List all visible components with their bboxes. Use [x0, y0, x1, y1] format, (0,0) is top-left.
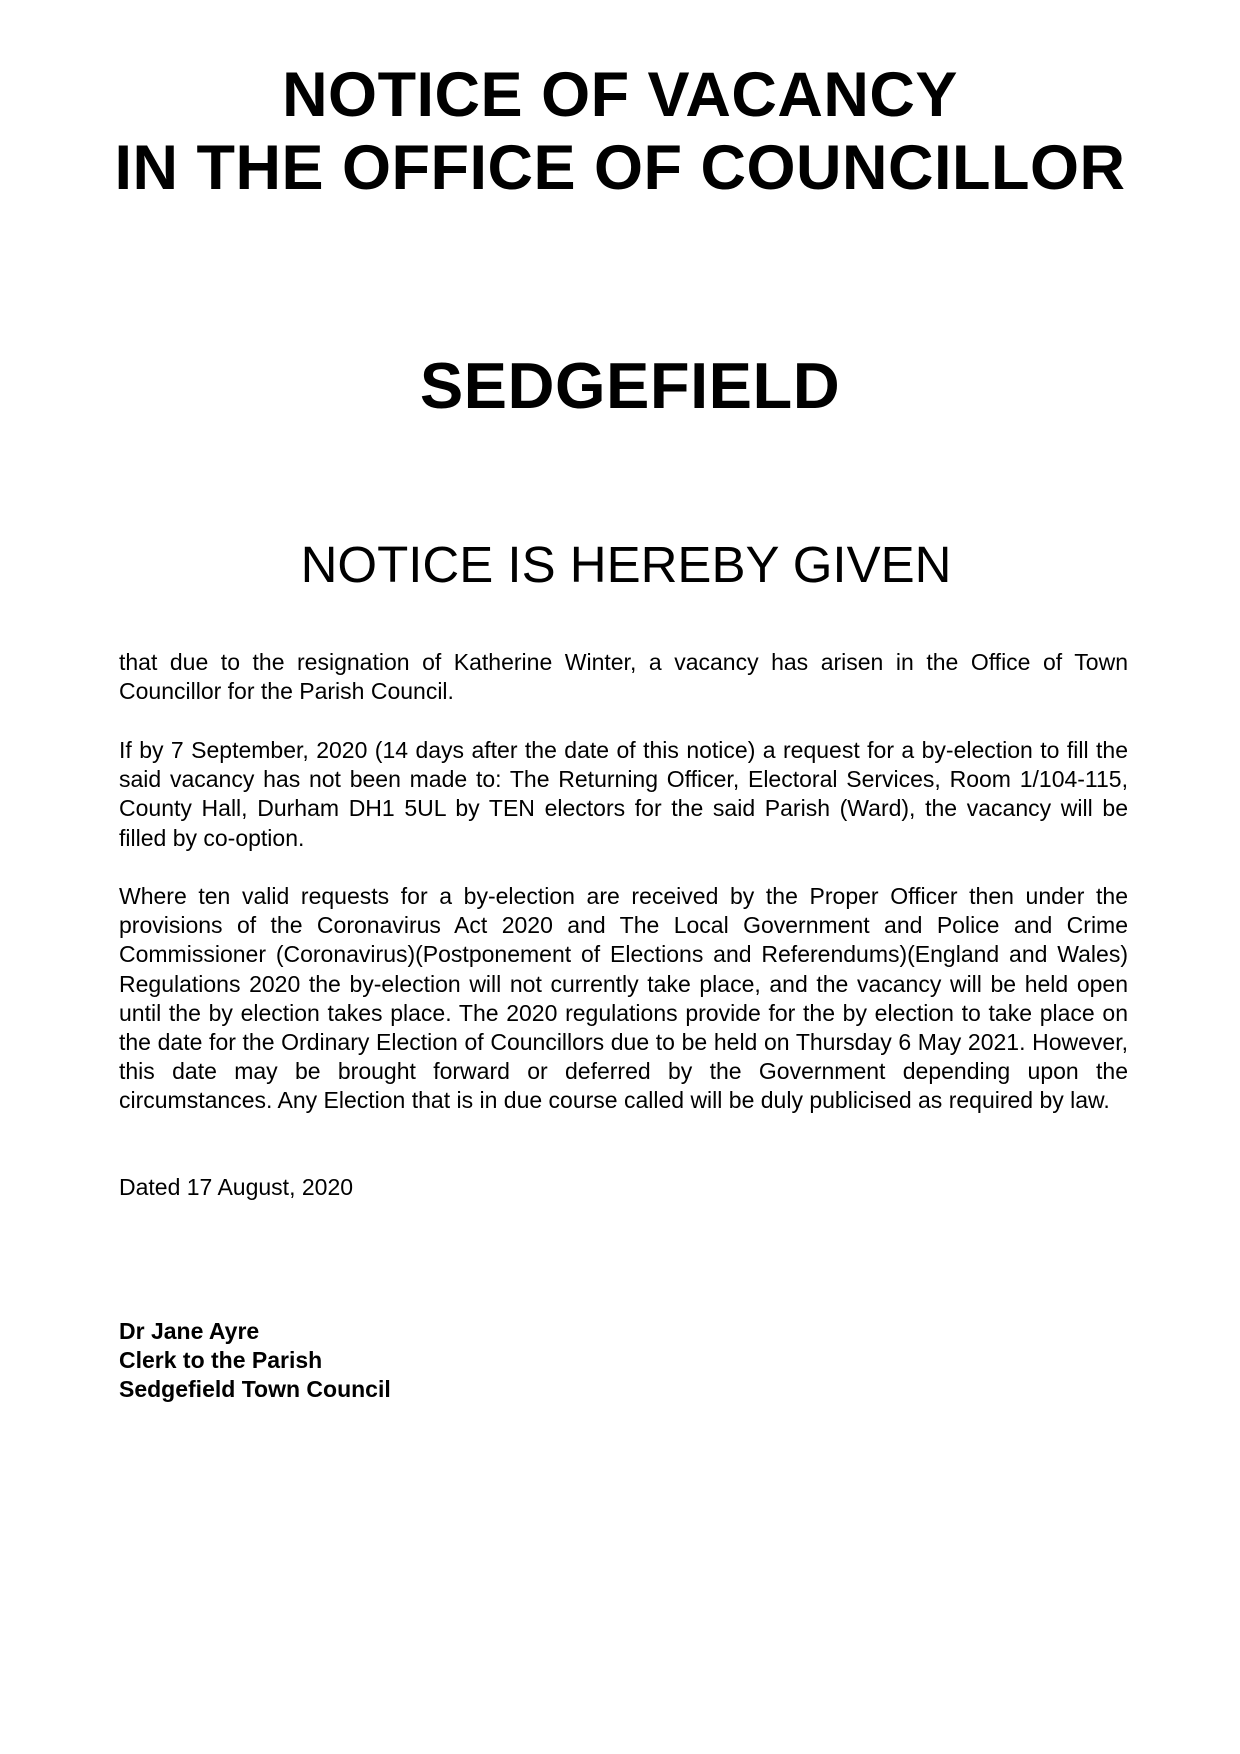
dated-line [119, 1173, 1128, 1202]
signatory-organisation: Sedgefield Town Council [119, 1376, 391, 1403]
notice-title-line-2: IN THE OFFICE OF COUNCILLOR [114, 133, 1126, 203]
body-paragraph-2 [119, 736, 1128, 853]
paragraph-text: that due to the resignation of Katherine Winter, a vacancy has arisen in the Office of Town Councillor for the Parish Council. [119, 649, 1128, 705]
date-text: Dated 17 August, 2020 [119, 1174, 354, 1200]
paragraph-text: Where ten valid requests for a by-election are received by the Proper Officer then under the provisions of the Coronavirus Act 2020 and The Local Government and Police and Crime Commissioner (Coronavirus)(Postponement of Elections and Referendums)(England and Wales) Regulations 2020 the by-election will not currently take place, and the vacancy will be held open until the by election takes place. The 2020 regulations provide for the by election to take place on the date for the Ordinary Election of Councillors due to be held on Thursday 6 May 2021. However, this date may be brought forward or deferred by the Government depending upon the circumstances. Any Election that is in due course called will be duly publicised as required by law. [119, 883, 1128, 1114]
notice-title-line-1: NOTICE OF VACANCY [282, 60, 958, 130]
body-paragraph-3 [119, 882, 1128, 1116]
notice-subheading: NOTICE IS HEREBY GIVEN [300, 536, 952, 593]
signatory-name: Dr Jane Ayre [119, 1318, 260, 1344]
parish-name: SEDGEFIELD [419, 349, 841, 422]
paragraph-text: If by 7 September, 2020 (14 days after the date of this notice) a request for a by-election to fill the said vacancy has not been made to: The Returning Officer, Electoral Services, Room 1/104-115, County Hall, Durham DH1 5UL by TEN electors for the said Parish (Ward), the vacancy will be filled by co-option. [119, 737, 1128, 851]
body-paragraph-1 [119, 648, 1128, 706]
signatory-role: Clerk to the Parish [119, 1347, 323, 1374]
signature-block [119, 1317, 391, 1405]
